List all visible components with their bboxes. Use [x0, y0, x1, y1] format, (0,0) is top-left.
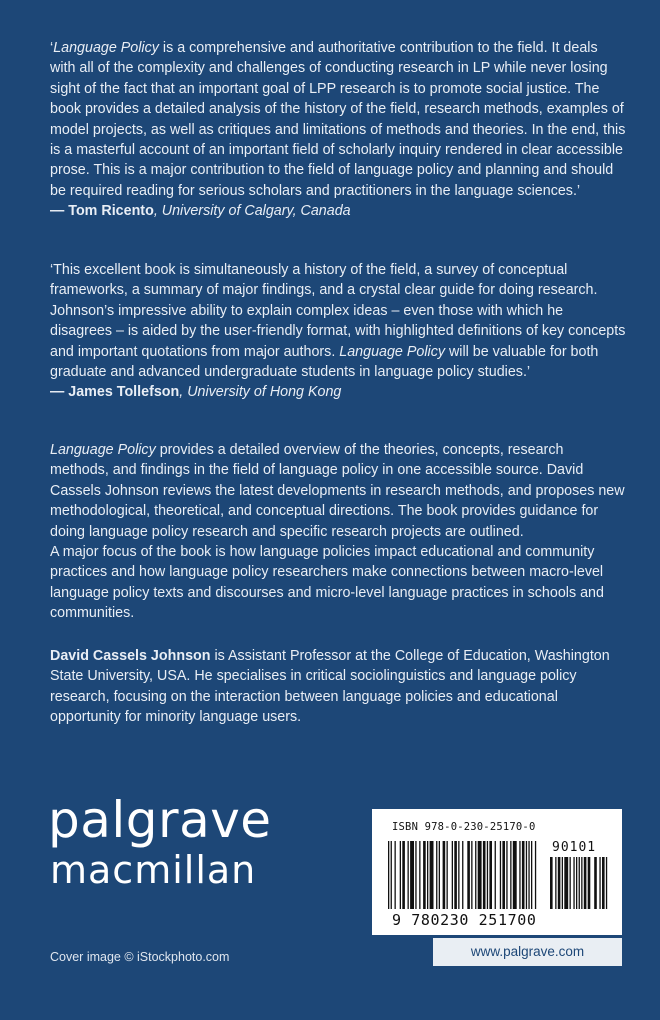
quote-author: James Tollefson — [68, 384, 180, 401]
barcode-bar — [458, 841, 459, 909]
barcode-bar — [502, 841, 505, 909]
barcode-addon-bar — [606, 857, 607, 909]
em-dash: — — [50, 203, 69, 220]
publisher-website[interactable]: www.palgrave.com — [433, 938, 622, 966]
barcode-bar — [447, 841, 448, 909]
barcode-bar — [495, 841, 496, 909]
barcode-bar — [439, 841, 440, 909]
book-title-italic: Language Policy — [339, 343, 445, 360]
quote-author: Tom Ricento — [68, 203, 154, 220]
barcode-bar — [531, 841, 532, 909]
review-quote-tollefson — [50, 260, 626, 403]
publisher-logo-line1: palgrave — [48, 791, 272, 849]
barcode-addon-bar — [584, 857, 587, 909]
barcode-bar — [519, 841, 520, 909]
barcode-bar — [410, 841, 414, 909]
barcode-bar — [454, 841, 457, 909]
barcode-addon-bar — [602, 857, 605, 909]
barcode-addon-bar — [576, 857, 577, 909]
barcode-bar — [388, 841, 389, 909]
barcode-bar — [475, 841, 476, 909]
barcode-bar — [489, 841, 492, 909]
barcode-bar — [487, 841, 488, 909]
barcode-bar — [436, 841, 437, 909]
barcode-bar — [402, 841, 405, 909]
barcode-addon-bar — [570, 857, 571, 909]
bio-paragraph — [50, 646, 626, 728]
barcode-bar — [535, 841, 536, 909]
book-title-italic: Language Policy — [53, 40, 159, 56]
barcode-bar — [510, 841, 511, 909]
barcode-bar — [400, 841, 401, 909]
barcode-bar — [415, 841, 416, 909]
barcode-bar — [513, 841, 517, 909]
barcode-bar — [423, 841, 426, 909]
barcode-addon-bar — [562, 857, 563, 909]
book-title-italic: Language Policy — [50, 442, 156, 458]
quote-body — [50, 260, 626, 382]
quote-attribution — [50, 382, 626, 402]
barcode-bar — [395, 841, 396, 909]
barcode-bar — [462, 841, 463, 909]
ean-digits: 9 780230 251700 — [392, 911, 537, 929]
review-quote-ricento — [50, 38, 626, 222]
barcode-bar — [467, 841, 470, 909]
barcode-addon-bar — [564, 857, 568, 909]
description-paragraph-1 — [50, 440, 626, 542]
barcode-bar — [419, 841, 420, 909]
barcode-bar — [522, 841, 525, 909]
barcode-addon-bar — [581, 857, 582, 909]
barcode-icon — [388, 841, 610, 913]
description-paragraph-2: A major focus of the book is how language policies impact educational and community practices and how language policy researchers make connections between macro-level language policy texts and discourses and micro-level language practices in schools and communities. — [50, 544, 604, 622]
open-quote: ‘ — [50, 40, 54, 56]
price-addon-digits: 90101 — [552, 840, 597, 855]
quote-text: ‘This excellent book is simultaneously a history of the field, a survey of conceptual frameworks, a summary of major findings, and a crystal clear guide for doing research. Johnson’s impressive ability to explain complex ideas – even those with which he disagrees – is aided by the user-friendly format, with highlighted definitions of key concepts and important quotations from major authors. — [50, 262, 626, 360]
barcode-addon-bar — [555, 857, 556, 909]
barcode-bar — [528, 841, 529, 909]
bio-text: is Assistant Professor at the College of Education, Washington State University, USA. He specialises in critical sociolinguistics and language policy research, focusing on the interaction between language policies and educational opportunity for minority language users. — [50, 648, 610, 726]
quote-text: is a comprehensive and authoritative contribution to the field. It deals with all of the complexity and challenges of conducting research in LP while never losing sight of the fact that an important goal of LPP research is to promote social justice. The book provides a detailed analysis of the history of the field, research methods, examples of model projects, as well as critiques and limitations of methods and theories. In the end, this is a masterful account of an important field of scholarly inquiry rendered in clear accessible prose. This is a major contribution to the field of language policy and planning and should be required reading for serious scholars and practitioners in the language sciences.’ — [50, 40, 626, 199]
author-name: David Cassels Johnson — [50, 648, 211, 664]
isbn-barcode-panel — [372, 809, 622, 935]
barcode-bar — [391, 841, 392, 909]
barcode-bar — [500, 841, 501, 909]
quote-body — [50, 38, 626, 201]
quote-text-end: will be valuable for both graduate and advanced undergraduate students in language policy studies.’ — [50, 343, 599, 381]
barcode-addon-bar — [573, 857, 574, 909]
barcode-bar — [430, 841, 434, 909]
barcode-bar — [506, 841, 507, 909]
barcode-bar — [471, 841, 472, 909]
book-description — [50, 440, 626, 624]
barcode-bar — [408, 841, 409, 909]
barcode-addon-bar — [594, 857, 597, 909]
quote-affiliation: , University of Calgary, Canada — [153, 203, 351, 220]
barcode-bar — [443, 841, 446, 909]
description-text: provides a detailed overview of the theories, concepts, research methods, and findings in the field of language policy in one accessible source. David Cassels Johnson reviews the latest developments in research methods, and proposes new methodological, theoretical, and conceptual directions. The book provides guidance for doing language policy research and specific research projects are outlined. — [50, 442, 625, 540]
barcode-bar — [483, 841, 486, 909]
quote-attribution — [50, 201, 626, 221]
author-bio — [50, 646, 626, 728]
isbn-label: ISBN 978-0-230-25170-0 — [392, 821, 536, 833]
em-dash: — — [50, 384, 69, 401]
barcode-addon-bar — [588, 857, 591, 909]
publisher-logo-line2: macmillan — [50, 848, 257, 892]
barcode-addon-bar — [599, 857, 600, 909]
barcode-bar — [427, 841, 428, 909]
barcode-bar — [478, 841, 482, 909]
barcode-addon-bar — [550, 857, 553, 909]
barcode-addon-bar — [558, 857, 561, 909]
publisher-logo — [48, 792, 272, 892]
barcode-bar — [526, 841, 527, 909]
quote-affiliation: , University of Hong Kong — [179, 384, 342, 401]
barcode-bar — [452, 841, 453, 909]
cover-image-credit: Cover image © iStockphoto.com — [50, 950, 230, 964]
barcode-addon-bar — [579, 857, 580, 909]
